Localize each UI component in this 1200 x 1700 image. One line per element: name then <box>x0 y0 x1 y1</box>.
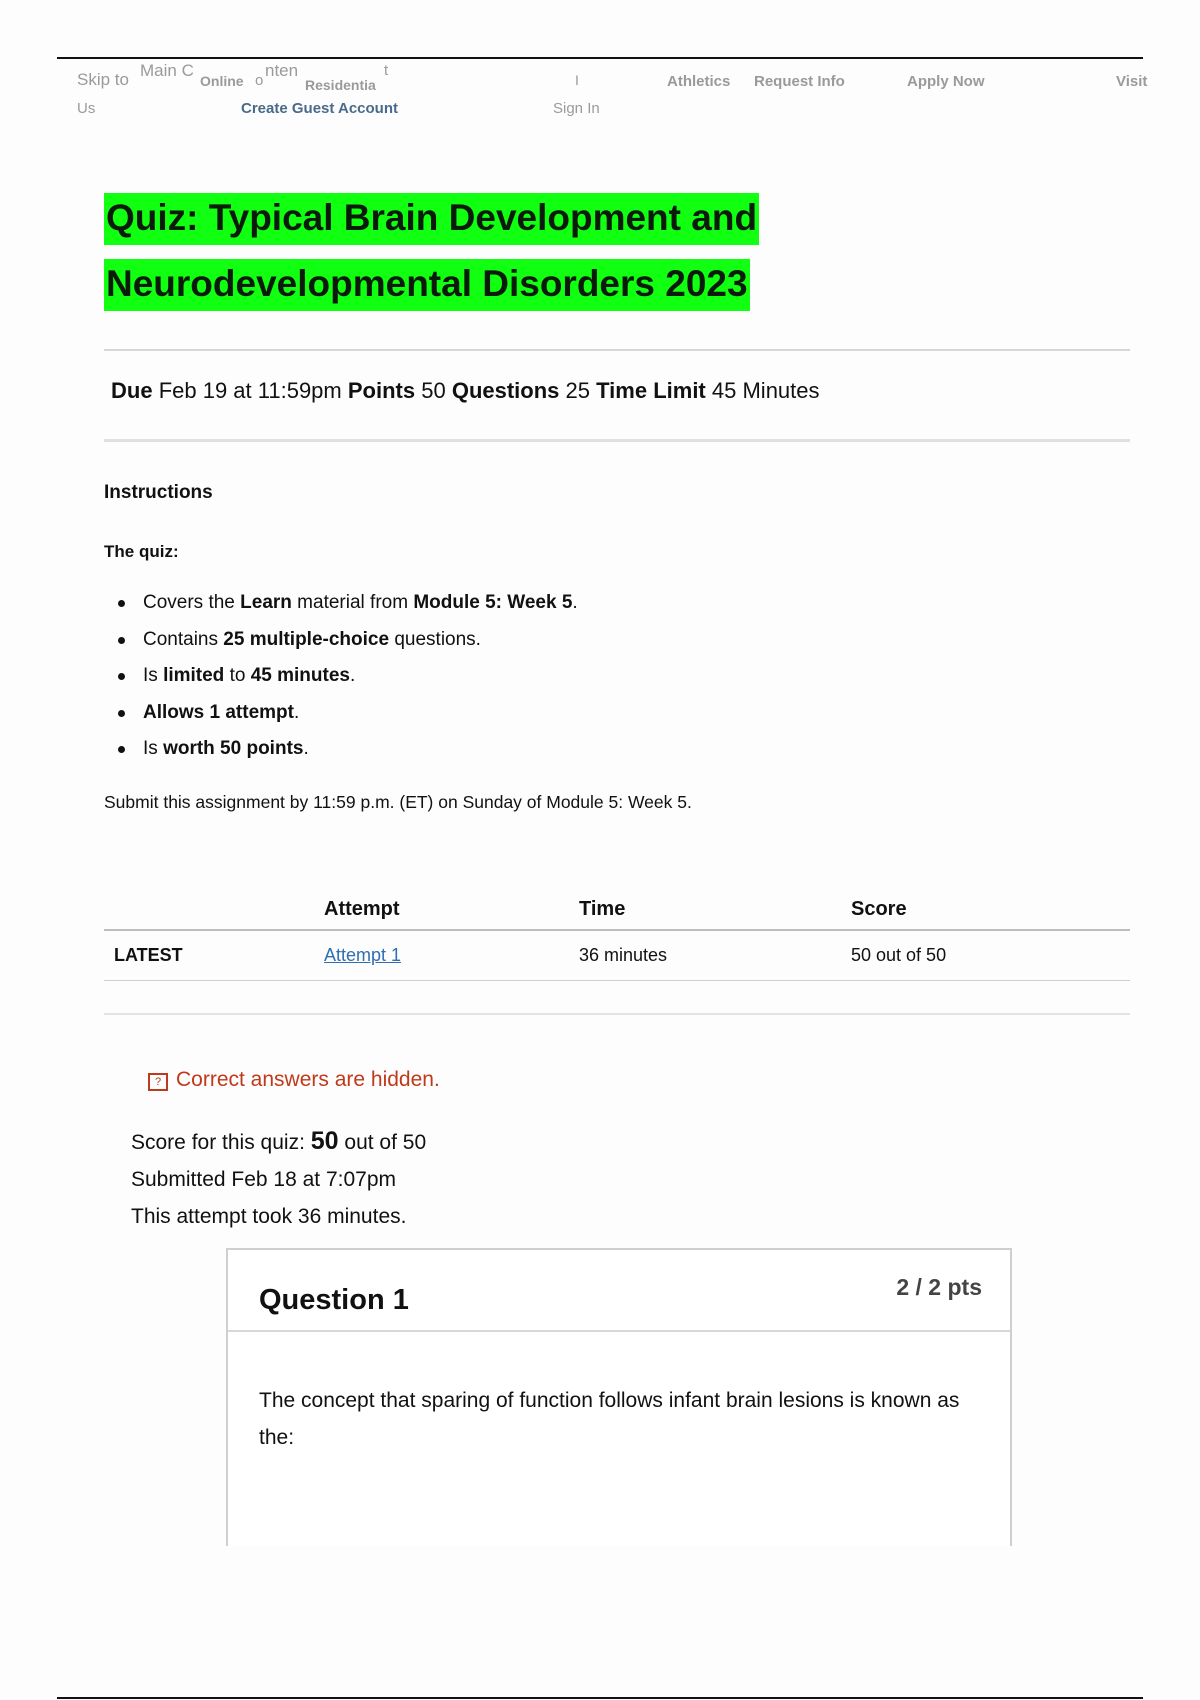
hidden-icon: ? <box>148 1073 168 1091</box>
list-item: Contains 25 multiple-choice questions. <box>116 627 578 664</box>
quiz-title-line-2: Neurodevelopmental Disorders 2023 <box>104 259 750 311</box>
create-guest-account-link[interactable]: Create Guest Account <box>241 100 398 117</box>
bullet-icon <box>118 746 125 753</box>
bullet-icon <box>118 673 125 680</box>
divider <box>104 1013 1130 1015</box>
due-label: Due <box>111 378 153 403</box>
points-label: Points <box>347 378 416 403</box>
question-points: 2 / 2 pts <box>896 1274 982 1300</box>
hidden-note-text: Correct answers are hidden. <box>176 1068 440 1091</box>
bullet-icon <box>118 600 125 607</box>
nav-apply-now[interactable]: Apply Now <box>907 73 985 90</box>
top-border <box>57 57 1143 59</box>
nav-residential[interactable]: Residentia <box>305 77 376 93</box>
nav-residential-t: t <box>384 62 389 79</box>
nav-online-o: o <box>255 72 264 89</box>
quiz-details <box>111 378 820 404</box>
table-row <box>104 930 1130 981</box>
quiz-score: Score for this quiz: 50 out of 50 <box>131 1127 427 1155</box>
question-card <box>226 1248 1012 1546</box>
nav-request-info[interactable]: Request Info <box>754 73 845 90</box>
table-header-row <box>104 890 1130 930</box>
divider <box>104 439 1130 442</box>
column-header: Score <box>841 890 1130 930</box>
divider <box>104 349 1130 351</box>
quiz-title-line-1: Quiz: Typical Brain Development and <box>104 193 759 245</box>
attempts-table <box>104 890 1130 981</box>
sign-in-link[interactable]: Sign In <box>553 100 600 117</box>
list-item: Is limited to 45 minutes. <box>116 663 578 700</box>
time-limit-value: 45 Minutes <box>711 378 820 403</box>
list-item: Is worth 50 points. <box>116 736 578 773</box>
attempt-duration: This attempt took 36 minutes. <box>131 1205 407 1228</box>
nav-skip-to[interactable]: Skip to <box>77 70 129 89</box>
points-value: 50 <box>421 378 446 403</box>
question-header <box>228 1250 1010 1332</box>
due-value: Feb 19 at 11:59pm <box>158 378 342 403</box>
time-limit-label: Time Limit <box>596 378 706 403</box>
latest-label: LATEST <box>104 930 314 981</box>
nav-main-content[interactable]: Main C <box>140 61 194 80</box>
nav-us[interactable]: Us <box>77 100 96 117</box>
bullet-icon <box>118 637 125 644</box>
nav-athletics[interactable]: Athletics <box>667 73 731 90</box>
nav-separator: I <box>575 72 579 88</box>
question-text: The concept that sparing of function follows infant brain lesions is known as the: <box>259 1389 960 1449</box>
column-header <box>104 890 314 930</box>
submit-note: Submit this assignment by 11:59 p.m. (ET) on Sunday of Module 5: Week 5. <box>104 792 692 812</box>
attempt-1-link[interactable]: Attempt 1 <box>324 945 402 965</box>
questions-label: Questions <box>451 378 560 403</box>
nav-online[interactable]: Online <box>200 73 244 89</box>
submitted-time: Submitted Feb 18 at 7:07pm <box>131 1168 396 1191</box>
questions-value: 25 <box>565 378 591 403</box>
instructions-list <box>116 590 578 773</box>
bullet-icon <box>118 710 125 717</box>
column-header: Attempt <box>314 890 569 930</box>
attempt-score: 50 out of 50 <box>841 930 1130 981</box>
nav-content-tail: nten <box>265 61 299 80</box>
correct-answers-hidden-notice <box>148 1068 440 1092</box>
score-value: 50 <box>310 1127 339 1155</box>
list-item: Covers the Learn material from Module 5: Week 5. <box>116 590 578 627</box>
instructions-heading: Instructions <box>104 482 213 503</box>
bottom-border <box>57 1697 1143 1699</box>
list-item: Allows 1 attempt. <box>116 700 578 737</box>
attempt-time: 36 minutes <box>569 930 841 981</box>
instructions-subheading: The quiz: <box>104 542 179 561</box>
column-header: Time <box>569 890 841 930</box>
question-title: Question 1 <box>259 1284 409 1316</box>
nav-visit[interactable]: Visit <box>1116 73 1148 90</box>
